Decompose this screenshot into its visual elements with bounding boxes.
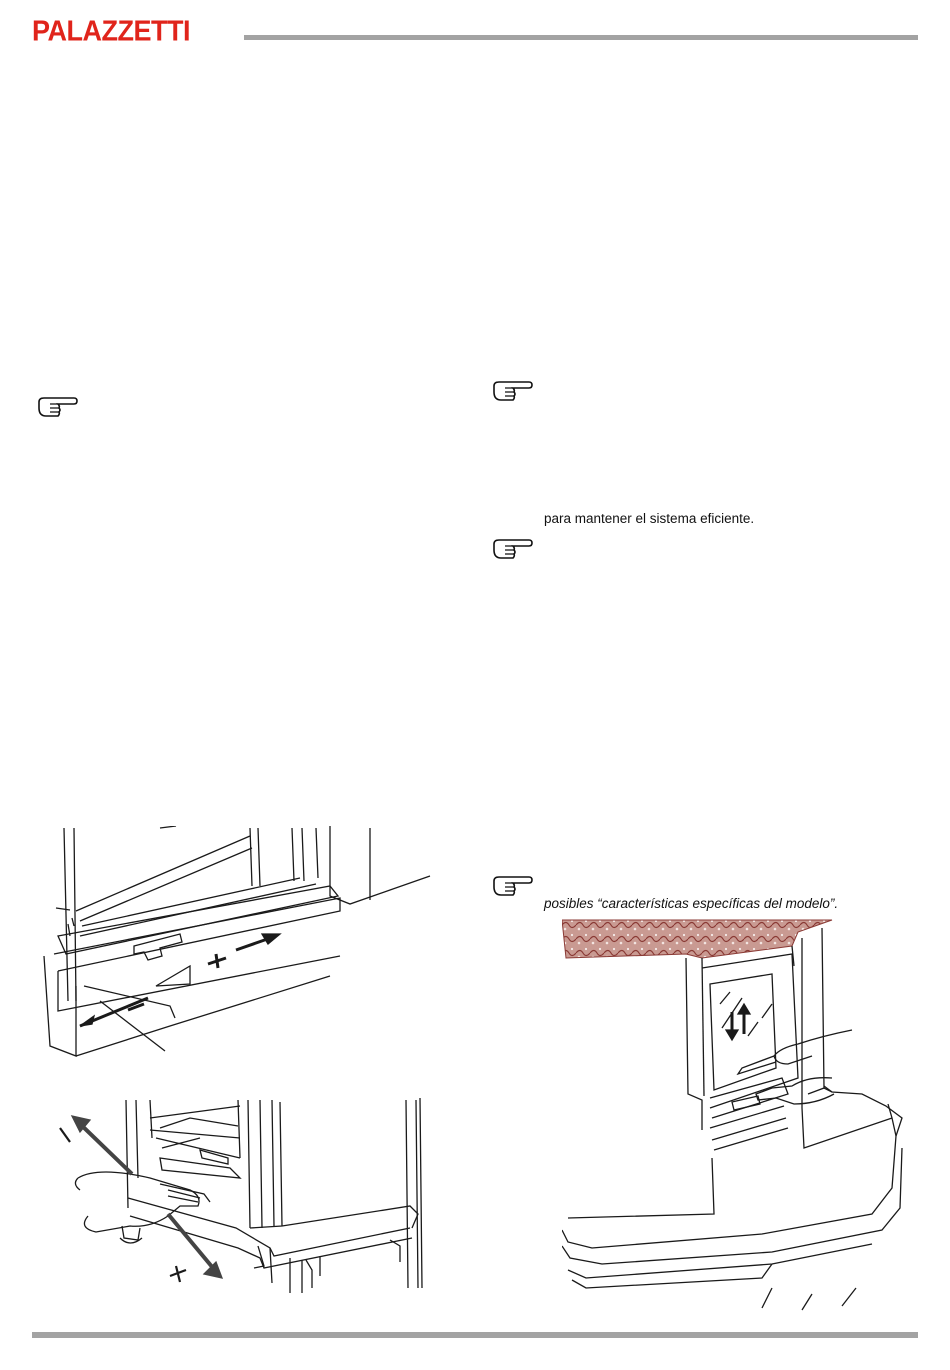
figure-glass-cleaning (562, 918, 912, 1312)
brand-logo: PALAZZETTI (32, 15, 190, 47)
pointing-hand-icon (36, 393, 80, 421)
pointing-hand-icon (491, 535, 535, 563)
text-line-efficiency: para mantener el sistema eficiente. (544, 511, 755, 526)
pointing-hand-icon (491, 377, 535, 405)
figure-door-adjustment-top (40, 826, 435, 1071)
header-rule (244, 35, 918, 40)
footer-rule (32, 1332, 918, 1338)
text-line-model-features: posibles “características específicas del modelo”. (544, 896, 839, 911)
figure-foot-adjustment-bottom (50, 1098, 435, 1293)
pointing-hand-icon (491, 872, 535, 900)
